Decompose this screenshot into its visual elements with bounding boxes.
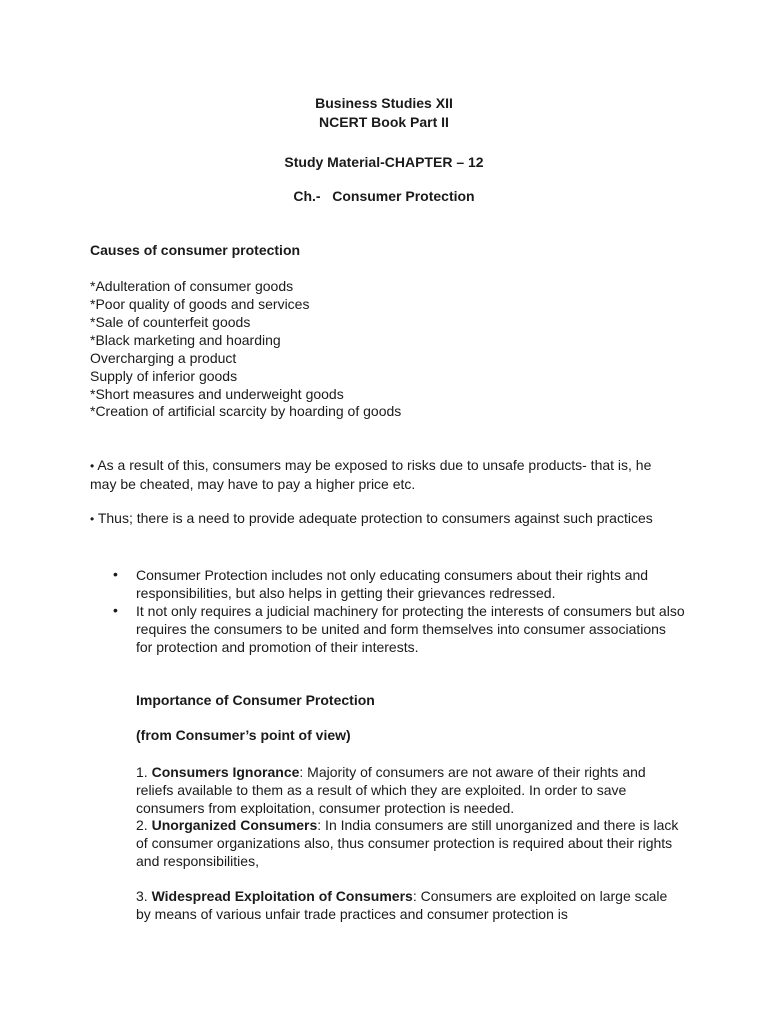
importance-subheading: (from Consumer’s point of view) bbox=[136, 727, 351, 743]
importance-heading: Importance of Consumer Protection bbox=[136, 692, 375, 708]
causes-item: Supply of inferior goods bbox=[90, 368, 238, 384]
causes-item: *Poor quality of goods and services bbox=[90, 296, 310, 312]
point-number: 2. bbox=[136, 817, 152, 833]
point-number: 3. bbox=[136, 888, 152, 904]
bullet-text: Consumer Protection includes not only educating consumers about their rights and responsibilities, but also helps in getting their grievances redressed. bbox=[136, 567, 649, 601]
bullet-mark: • bbox=[90, 512, 95, 526]
causes-item: *Creation of artificial scarcity by hoarding of goods bbox=[90, 403, 402, 419]
doc-title-line-2: NCERT Book Part II bbox=[319, 114, 449, 130]
doc-title-line-3: Study Material-CHAPTER – 12 bbox=[284, 154, 484, 170]
point-title: Consumers Ignorance bbox=[151, 764, 300, 780]
bullet-item bbox=[113, 602, 683, 656]
bullet-text: It not only requires a judicial machinery for protecting the interests of consumers but also requires the consumers to be united and form themselves into consumer associations for protection and promotion of their interests. bbox=[136, 603, 685, 655]
causes-heading: Causes of consumer protection bbox=[90, 242, 301, 258]
causes-item: *Black marketing and hoarding bbox=[90, 332, 281, 348]
importance-point bbox=[136, 764, 684, 817]
paragraph-text: Thus; there is a need to provide adequate protection to consumers against such practices bbox=[97, 510, 653, 526]
point-title: Unorganized Consumers bbox=[151, 817, 318, 833]
importance-point bbox=[136, 817, 684, 870]
causes-item: Overcharging a product bbox=[90, 350, 237, 366]
bullet-mark: • bbox=[113, 602, 118, 618]
paragraph-risks bbox=[90, 457, 680, 494]
doc-title-line-1: Business Studies XII bbox=[315, 95, 453, 111]
bullet-item bbox=[113, 566, 683, 602]
paragraph-text: As a result of this, consumers may be exposed to risks due to unsafe products- that is, he may be cheated, may have to pay a higher price etc. bbox=[90, 457, 652, 492]
chapter-title: Ch.- Consumer Protection bbox=[293, 188, 475, 204]
paragraph-need bbox=[90, 510, 680, 529]
point-text: : In India consumers are still unorganized and there is lack of consumer organizations also, thus consumer protection is required about their rights and responsibilities, bbox=[136, 817, 679, 869]
point-text: : Majority of consumers are not aware of their rights and reliefs available to them as a result of which they are exploited. In order to save consumers from exploitation, consumer protection is needed. bbox=[136, 764, 646, 816]
bullet-mark: • bbox=[90, 459, 95, 473]
causes-item: *Adulteration of consumer goods bbox=[90, 278, 294, 294]
importance-point bbox=[136, 888, 684, 924]
causes-item: *Sale of counterfeit goods bbox=[90, 314, 251, 330]
bullet-mark: • bbox=[113, 566, 118, 582]
point-text: : Consumers are exploited on large scale by means of various unfair trade practices and consumer protection is bbox=[136, 888, 668, 922]
causes-item: *Short measures and underweight goods bbox=[90, 386, 344, 402]
point-title: Widespread Exploitation of Consumers bbox=[151, 888, 413, 904]
point-number: 1. bbox=[136, 764, 152, 780]
